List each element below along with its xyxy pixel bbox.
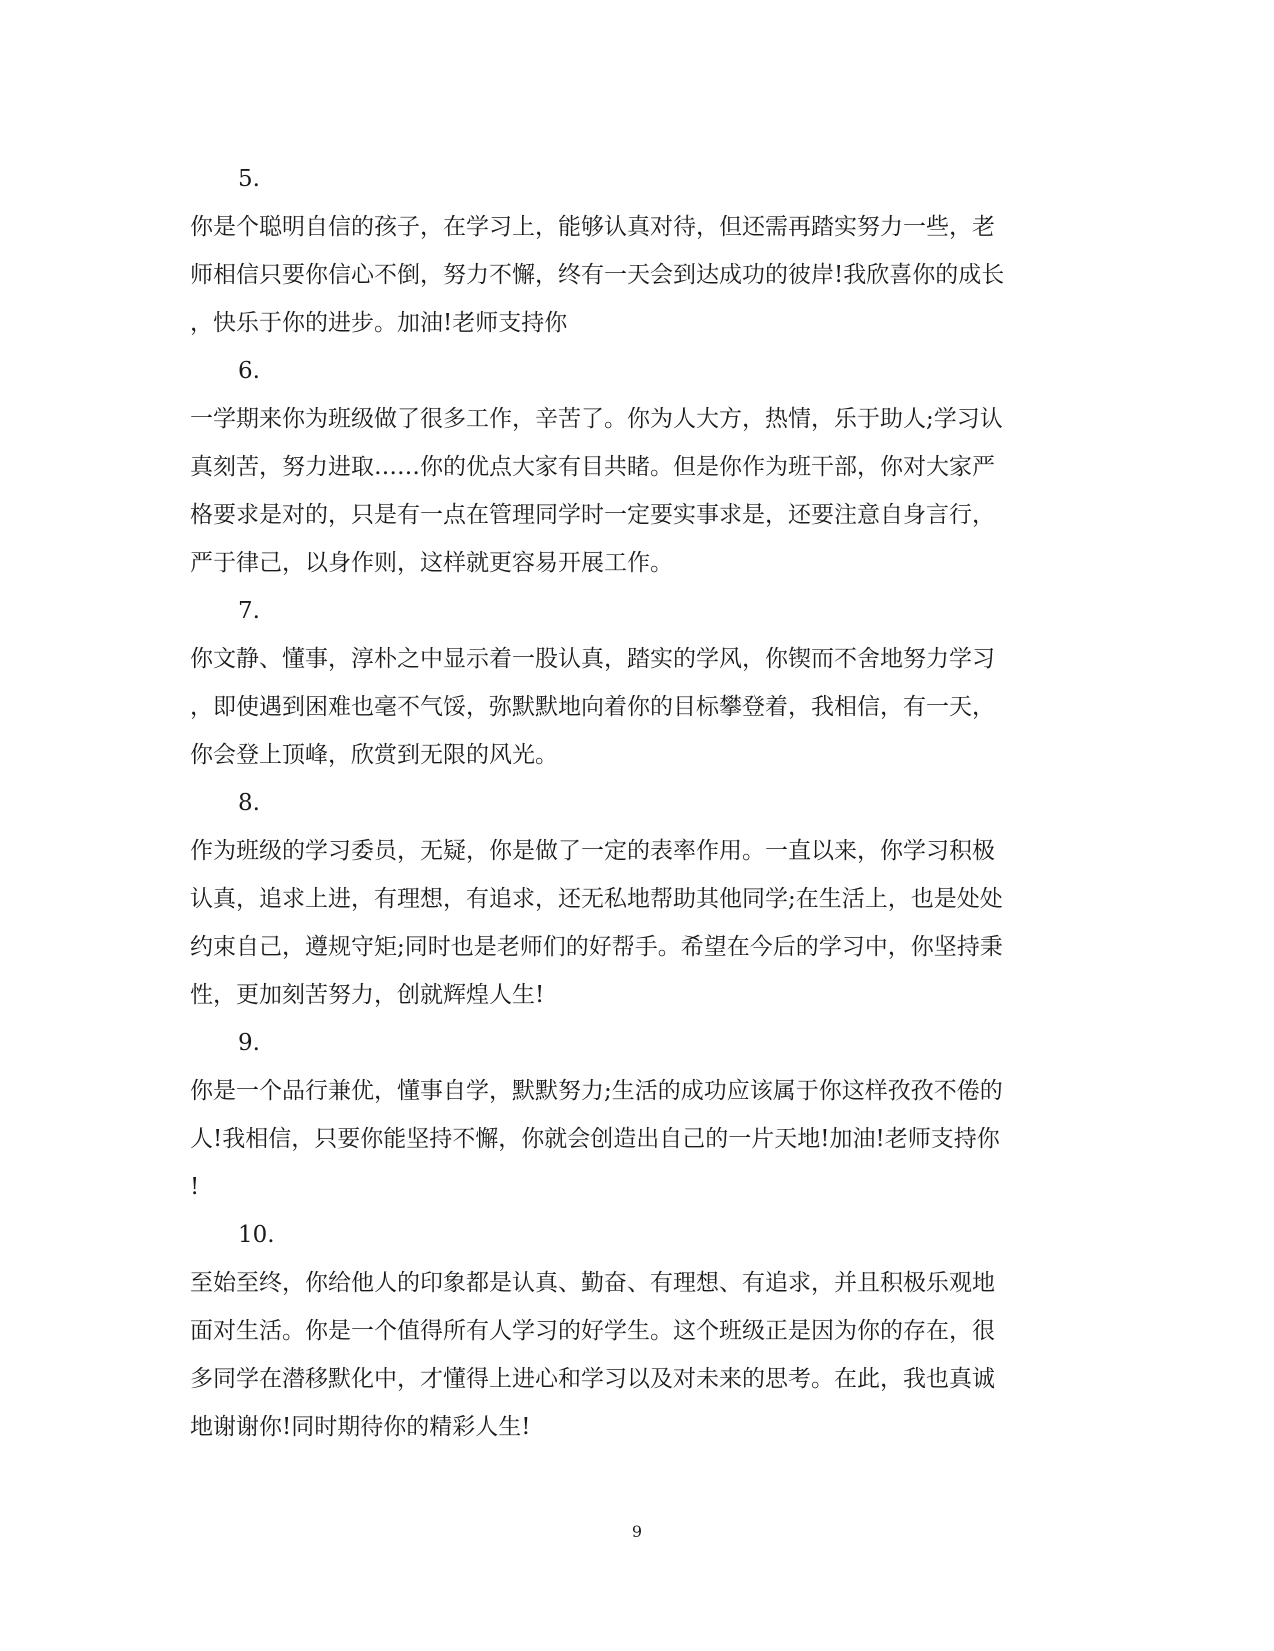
text-line: ! bbox=[190, 1174, 200, 1200]
entry-number: 7. bbox=[238, 598, 260, 624]
text-line: 真刻苦，努力进取……你的优点大家有目共睹。但是你作为班干部，你对大家严 bbox=[190, 454, 995, 480]
entry-text bbox=[190, 635, 1090, 779]
text-line: 你文静、懂事，淳朴之中显示着一股认真，踏实的学风，你锲而不舍地努力学习 bbox=[190, 646, 995, 672]
entry-number: 9. bbox=[238, 1030, 260, 1056]
text-line: 地谢谢你!同时期待你的精彩人生! bbox=[190, 1414, 531, 1440]
text-line: 至始至终，你给他人的印象都是认真、勤奋、有理想、有追求，并且积极乐观地 bbox=[190, 1270, 995, 1296]
entry-number: 6. bbox=[238, 358, 260, 384]
text-line: 师相信只要你信心不倒，努力不懈，终有一天会到达成功的彼岸!我欣喜你的成长 bbox=[190, 262, 1005, 288]
text-line: 一学期来你为班级做了很多工作，辛苦了。你为人大方，热情，乐于助人;学习认 bbox=[190, 406, 1003, 432]
text-line: 作为班级的学习委员，无疑，你是做了一定的表率作用。一直以来，你学习积极 bbox=[190, 838, 995, 864]
text-line: 人!我相信，只要你能坚持不懈，你就会创造出自己的一片天地!加油!老师支持你 bbox=[190, 1126, 1000, 1152]
text-line: 你是个聪明自信的孩子，在学习上，能够认真对待，但还需再踏实努力一些，老 bbox=[190, 214, 995, 240]
text-line: 认真，追求上进，有理想，有追求，还无私地帮助其他同学;在生活上，也是处处 bbox=[190, 886, 1003, 912]
entry-number: 5. bbox=[238, 166, 260, 192]
entry-number: 10. bbox=[238, 1222, 275, 1248]
text-line: ，快乐于你的进步。加油!老师支持你 bbox=[190, 310, 568, 336]
text-line: 你是一个品行兼优，懂事自学，默默努力;生活的成功应该属于你这样孜孜不倦的 bbox=[190, 1078, 1003, 1104]
text-line: 多同学在潜移默化中，才懂得上进心和学习以及对未来的思考。在此，我也真诚 bbox=[190, 1366, 995, 1392]
text-line: 性，更加刻苦努力，创就辉煌人生! bbox=[190, 982, 545, 1008]
entry-text bbox=[190, 827, 1090, 1019]
document-content bbox=[190, 155, 1090, 1451]
entry-text bbox=[190, 1259, 1090, 1451]
text-line: 你会登上顶峰，欣赏到无限的风光。 bbox=[190, 742, 558, 768]
text-line: ，即使遇到困难也毫不气馁，弥默默地向着你的目标攀登着，我相信，有一天， bbox=[190, 694, 995, 720]
entry-text bbox=[190, 203, 1090, 347]
entry-text bbox=[190, 395, 1090, 587]
text-line: 格要求是对的，只是有一点在管理同学时一定要实事求是，还要注意自身言行， bbox=[190, 502, 995, 528]
entry-number: 8. bbox=[238, 790, 260, 816]
text-line: 面对生活。你是一个值得所有人学习的好学生。这个班级正是因为你的存在，很 bbox=[190, 1318, 995, 1344]
entry-text bbox=[190, 1067, 1090, 1211]
page-number: 9 bbox=[631, 1522, 643, 1541]
text-line: 严于律己，以身作则，这样就更容易开展工作。 bbox=[190, 550, 673, 576]
text-line: 约束自己，遵规守矩;同时也是老师们的好帮手。希望在今后的学习中，你坚持秉 bbox=[190, 934, 1003, 960]
